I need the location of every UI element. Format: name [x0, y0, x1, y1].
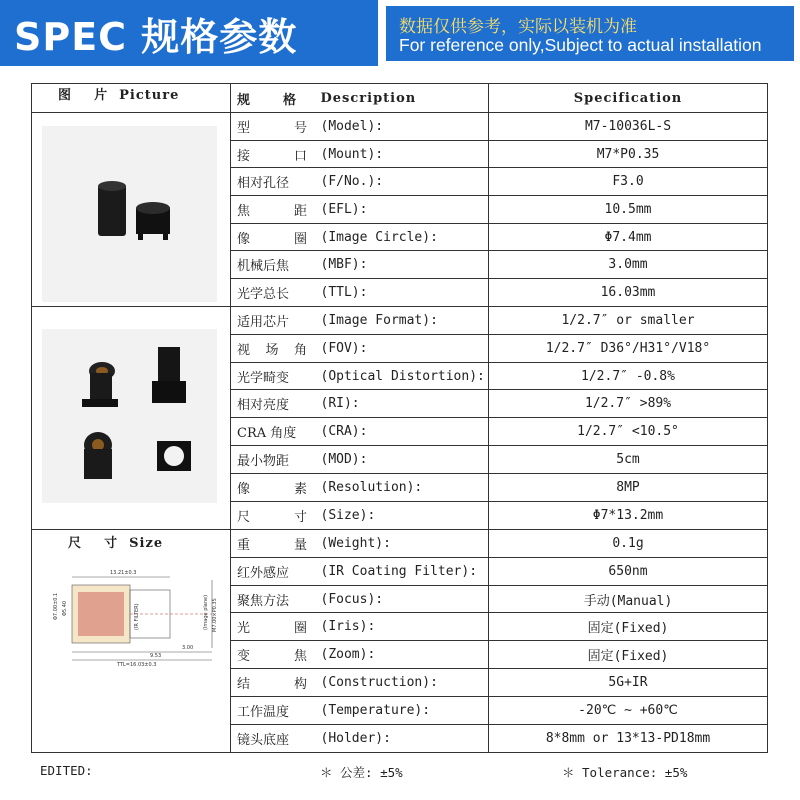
svg-text:9.53: 9.53	[150, 652, 162, 659]
spec-value: 3.0mm	[489, 251, 768, 279]
spec-label-cn: 机械后焦	[237, 259, 290, 275]
spec-label-en: (Size):	[313, 501, 489, 529]
spec-label-cn: 镜头底座	[237, 732, 290, 748]
spec-value: 10.5mm	[489, 196, 768, 224]
spec-value: 1/2.7″ -0.8%	[489, 362, 768, 390]
spec-label-en: (Focus):	[313, 585, 489, 613]
spec-label-cn: 尺寸	[237, 509, 307, 525]
spec-label-en: (EFL):	[313, 196, 489, 224]
spec-label-cn: 适用芯片	[237, 314, 290, 330]
lens-photo-2	[42, 329, 217, 503]
size-label: 尺 寸 Size	[68, 535, 164, 551]
lens-image	[42, 126, 217, 302]
header-description-en: Description	[313, 84, 489, 113]
spec-label-cn: 焦距	[237, 203, 307, 219]
spec-label-cn: 变焦	[237, 649, 307, 665]
spec-value: 1/2.7″ or smaller	[489, 306, 768, 334]
spec-table	[31, 83, 768, 753]
spec-label-en: (Image Format):	[313, 306, 489, 334]
spec-label-en: (Image Circle):	[313, 223, 489, 251]
svg-text:3.00: 3.00	[182, 644, 194, 651]
spec-label-en: (Zoom):	[313, 641, 489, 669]
table-row	[32, 306, 768, 334]
header-note-en: For reference only,Subject to actual installation	[399, 35, 762, 55]
spec-value: 1/2.7″ <10.5°	[489, 418, 768, 446]
spec-value: 5cm	[489, 446, 768, 474]
spec-label-cn: 红外感应	[237, 565, 290, 581]
header-description-cn: 规 格	[237, 92, 297, 108]
spec-label-en: (FOV):	[313, 334, 489, 362]
spec-label-en: (MBF):	[313, 251, 489, 279]
svg-text:TTL=16.03±0.3: TTL=16.03±0.3	[117, 661, 157, 668]
picture-cell-1	[32, 113, 231, 307]
spec-value: 8MP	[489, 474, 768, 502]
table-row	[32, 529, 768, 557]
svg-text:(IR FILTER): (IR FILTER)	[134, 603, 140, 630]
spec-label-en: (Iris):	[313, 613, 489, 641]
spec-label-en: (Resolution):	[313, 474, 489, 502]
picture-cell-2	[32, 306, 231, 529]
spec-value: 650nm	[489, 557, 768, 585]
spec-label-cn: 光圈	[237, 621, 307, 637]
svg-text:M7.00×P0.35: M7.00×P0.35	[212, 598, 218, 632]
spec-value: 固定(Fixed)	[489, 641, 768, 669]
header-picture: 图 片 Picture	[32, 84, 231, 113]
spec-label-en: (Model):	[313, 113, 489, 141]
spec-label-cn: 型号	[237, 120, 307, 136]
spec-label-cn: 最小物距	[237, 454, 290, 470]
spec-label-cn: 工作温度	[237, 705, 290, 720]
spec-label-cn: 光学畸变	[237, 370, 290, 386]
spec-value: 1/2.7″ >89%	[489, 390, 768, 418]
lens-image	[42, 329, 217, 503]
header-specification: Specification	[489, 84, 768, 113]
footer-edited: EDITED:	[40, 763, 93, 778]
spec-label-cn: 像圈	[237, 231, 307, 247]
spec-value: 5G+IR	[489, 669, 768, 697]
spec-label-cn: 像素	[237, 482, 307, 497]
svg-text:(Image plane): (Image plane)	[203, 594, 209, 630]
spec-label-en: (Weight):	[313, 529, 489, 557]
svg-text:13.21±0.3: 13.21±0.3	[110, 569, 137, 576]
spec-label-en: (MOD):	[313, 446, 489, 474]
spec-label-cn: 接口	[237, 148, 307, 164]
spec-value: 手动(Manual)	[489, 585, 768, 613]
spec-label-cn: 视场角	[237, 342, 307, 358]
spec-value: 0.1g	[489, 529, 768, 557]
spec-value: M7-10036L-S	[489, 113, 768, 141]
svg-text:Φ7.00±0.1: Φ7.00±0.1	[53, 592, 59, 620]
table-row	[32, 113, 768, 141]
header-note-cn: 数据仅供参考，实际以装机为准	[399, 17, 637, 37]
spec-label-cn: 相对孔径	[237, 176, 290, 192]
spec-label-en: (Temperature):	[313, 697, 489, 725]
spec-label-en: (RI):	[313, 390, 489, 418]
spec-label-cn: 结构	[237, 677, 307, 693]
footer-tolerance-en: ＊ Tolerance: ±5%	[562, 765, 688, 780]
spec-label-en: (TTL):	[313, 279, 489, 307]
spec-label-en: (Mount):	[313, 140, 489, 168]
spec-label-en: (Holder):	[313, 724, 489, 752]
spec-label-en: (IR Coating Filter):	[313, 557, 489, 585]
spec-label-en: (Construction):	[313, 669, 489, 697]
spec-value: 1/2.7″ D36°/H31°/V18°	[489, 334, 768, 362]
spec-label-en: (F/No.):	[313, 168, 489, 196]
lens-photo-1	[42, 126, 217, 302]
lens-dimension-drawing	[32, 530, 231, 752]
spec-label-cn: 相对亮度	[237, 398, 290, 414]
spec-label-cn: CRA 角度	[237, 426, 297, 442]
spec-value: F3.0	[489, 168, 768, 196]
spec-label-cn: 重量	[237, 537, 307, 553]
spec-value: -20℃ ~ +60℃	[489, 697, 768, 725]
spec-value: M7*P0.35	[489, 140, 768, 168]
svg-text:Φ5.40: Φ5.40	[62, 600, 68, 616]
spec-value: 8*8mm or 13*13-PD18mm	[489, 724, 768, 752]
spec-value: Φ7*13.2mm	[489, 501, 768, 529]
footer-tolerance-cn: ＊ 公差: ±5%	[320, 765, 403, 780]
page-title: SPEC 规格参数	[14, 15, 298, 59]
spec-value: 固定(Fixed)	[489, 613, 768, 641]
spec-label-en: (Optical Distortion):	[313, 362, 489, 390]
spec-label-cn: 光学总长	[237, 286, 290, 302]
size-cell	[32, 529, 231, 752]
spec-value: 16.03mm	[489, 279, 768, 307]
spec-label-cn: 聚焦方法	[237, 593, 290, 609]
table-header-row	[32, 84, 768, 113]
spec-label-en: (CRA):	[313, 418, 489, 446]
spec-value: Φ7.4mm	[489, 223, 768, 251]
